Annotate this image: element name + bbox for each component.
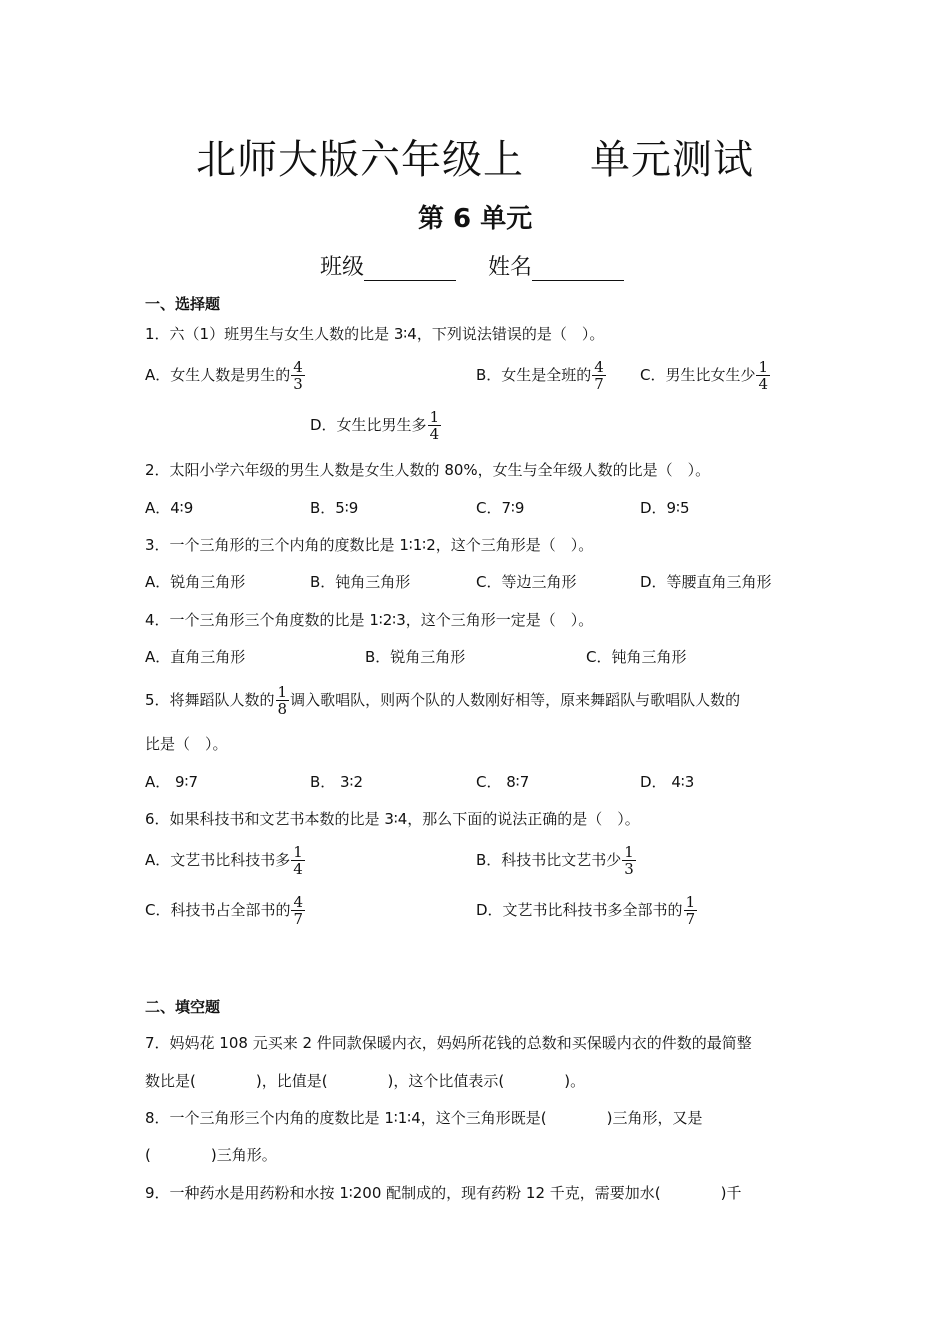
question-6-option-c: C．科技书占全部书的 $\frac{4}{7}$	[145, 893, 304, 928]
question-3-option-d: D．等腰直角三角形	[640, 573, 772, 591]
class-blank	[364, 258, 456, 281]
question-5-option-a: A． 9∶7	[145, 773, 199, 791]
question-3-option-a: A．锐角三角形	[145, 573, 246, 591]
section-heading-fill: 二、填空题	[145, 998, 221, 1016]
question-1-option-b: B．女生是全班的 $\frac{4}{7}$	[476, 358, 604, 393]
question-9-line1: 9．一种药水是用药粉和水按 1∶200 配制成的，现有药粉 12 千克，需要加水( )千	[145, 1184, 742, 1202]
question-6-option-a: A．文艺书比科技书多 $\frac{1}{4}$	[145, 843, 303, 878]
question-1-option-a: A．女生人数是男生的 $\frac{4}{3}$	[145, 358, 303, 393]
section-heading-choice: 一、选择题	[145, 295, 221, 313]
page-title-right: 单元测试	[590, 137, 754, 183]
question-6-option-d: D．文艺书比科技书多全部书的 $\frac{1}{7}$	[476, 893, 696, 928]
question-5-stem-line2: 比是（ ）。	[145, 735, 228, 753]
question-3-stem: 3．一个三角形的三个内角的度数比是 1∶1∶2，这个三角形是（ ）。	[145, 536, 594, 554]
question-2-option-a: A．4∶9	[145, 499, 194, 517]
page-title-left: 北师大版六年级上	[196, 137, 524, 183]
fraction: $\frac{4}{7}$	[293, 893, 304, 928]
name-blank	[532, 258, 624, 281]
question-1-option-c: C．男生比女生少 $\frac{1}{4}$	[640, 358, 769, 393]
name-label: 姓名	[488, 255, 533, 280]
fraction: $\frac{1}{3}$	[624, 843, 634, 878]
fraction: $\frac{1}{4}$	[293, 843, 303, 878]
fraction: $\frac{4}{7}$	[594, 358, 604, 393]
question-8-line2: ( )三角形。	[145, 1146, 277, 1164]
page-subtitle: 第 6 单元	[418, 204, 533, 234]
question-7-line1: 7．妈妈花 108 元买来 2 件同款保暖内衣，妈妈所花钱的总数和买保暖内衣的件数的最简整	[145, 1034, 752, 1052]
fraction: $\frac{1}{4}$	[429, 408, 440, 443]
question-2-option-d: D．9∶5	[640, 499, 690, 517]
question-4-option-b: B．锐角三角形	[365, 648, 466, 666]
question-4-option-a: A．直角三角形	[145, 648, 246, 666]
question-4-option-c: C．钝角三角形	[586, 648, 687, 666]
question-5-option-b: B． 3∶2	[310, 773, 364, 791]
question-6-option-b: B．科技书比文艺书少 $\frac{1}{3}$	[476, 843, 634, 878]
question-5-option-c: C． 8∶7	[476, 773, 530, 791]
fraction: $\frac{4}{3}$	[293, 358, 303, 393]
question-5-option-d: D． 4∶3	[640, 773, 695, 791]
fraction: $\frac{1}{4}$	[758, 358, 769, 393]
question-3-option-b: B．钝角三角形	[310, 573, 411, 591]
question-2-option-b: B．5∶9	[310, 499, 359, 517]
fraction: $\frac{1}{8}$	[277, 683, 288, 718]
class-label: 班级	[320, 255, 365, 280]
question-2-stem: 2．太阳小学六年级的男生人数是女生人数的 80%，女生与全年级人数的比是（ ）。	[145, 461, 711, 479]
class-field	[320, 250, 456, 281]
question-2-option-c: C．7∶9	[476, 499, 525, 517]
question-6-stem: 6．如果科技书和文艺书本数的比是 3∶4，那么下面的说法正确的是（ ）。	[145, 810, 640, 828]
question-5-stem: 5．将舞蹈队人数的 $\frac{1}{8}$ 调入歌唱队，则两个队的人数刚好相等，原来舞蹈队与歌唱队人数的	[145, 683, 741, 718]
question-1-stem: 1．六（1）班男生与女生人数的比是 3∶4，下列说法错误的是（ ）。	[145, 325, 605, 343]
question-3-option-c: C．等边三角形	[476, 573, 577, 591]
question-8-line1: 8．一个三角形三个内角的度数比是 1∶1∶4，这个三角形既是( )三角形，又是	[145, 1109, 703, 1127]
question-4-stem: 4．一个三角形三个角度数的比是 1∶2∶3，这个三角形一定是（ ）。	[145, 611, 594, 629]
name-field	[488, 250, 624, 281]
question-1-option-d: D．女生比男生多 $\frac{1}{4}$	[310, 408, 440, 443]
question-7-line2: 数比是( )，比值是( )，这个比值表示( )。	[145, 1072, 586, 1090]
fraction: $\frac{1}{7}$	[685, 893, 696, 928]
